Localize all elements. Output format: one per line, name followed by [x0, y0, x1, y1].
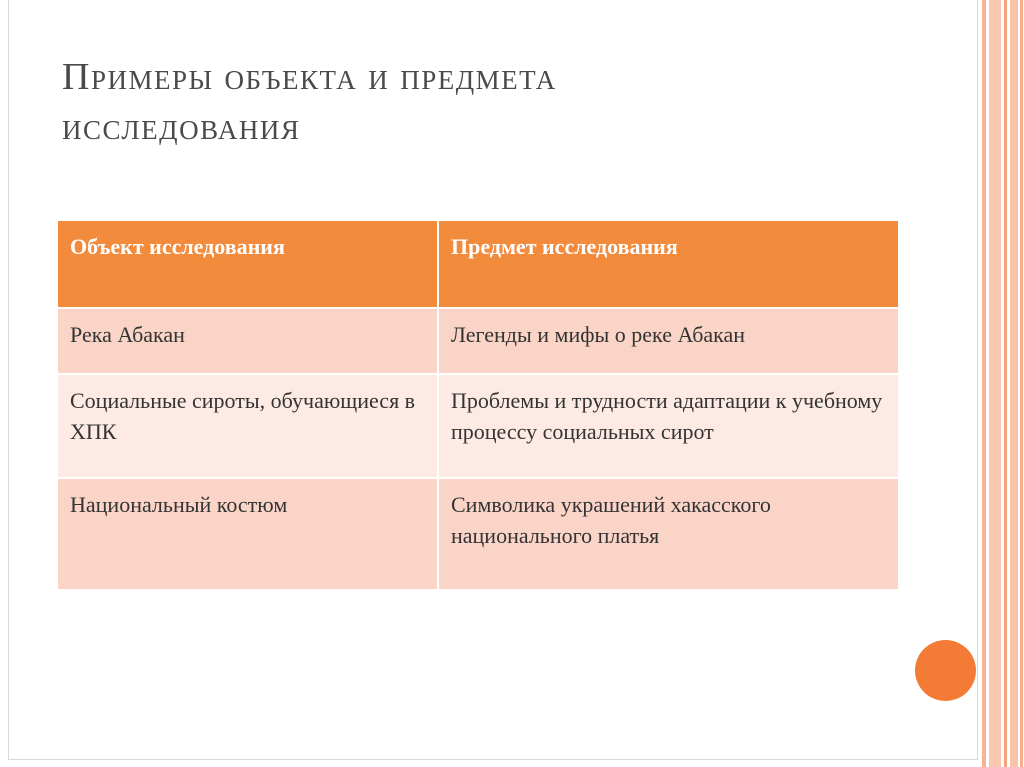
- slide-title-line-2: исследования: [62, 106, 301, 148]
- row-1-subject: Легенды и мифы о реке Абакан: [438, 308, 898, 374]
- stripe-4: [1010, 0, 1018, 767]
- table-row: [58, 308, 898, 374]
- table-header-row: [58, 221, 898, 308]
- stripe-2: [989, 0, 1001, 767]
- row-3-subject: Символика украшений хакасского национального платья: [438, 478, 898, 590]
- stripe-1: [982, 0, 986, 767]
- slide-title: [62, 52, 822, 152]
- slide-title-line-1: Примеры объекта и предмета: [62, 56, 557, 98]
- table-row: [58, 478, 898, 590]
- row-2-subject: Проблемы и трудности адаптации к учебному процессу социальных сирот: [438, 374, 898, 478]
- header-subject: Предмет исследования: [438, 221, 898, 308]
- stripe-3: [1004, 0, 1007, 767]
- row-2-object: Социальные сироты, обучающиеся в ХПК: [58, 374, 438, 478]
- accent-circle: [915, 640, 976, 701]
- row-1-object: Река Абакан: [58, 308, 438, 374]
- decorative-stripes: [980, 0, 1024, 767]
- header-object: Объект исследования: [58, 221, 438, 308]
- research-table: [58, 221, 898, 591]
- row-3-object: Национальный костюм: [58, 478, 438, 590]
- table-row: [58, 374, 898, 478]
- stripe-5: [1020, 0, 1023, 767]
